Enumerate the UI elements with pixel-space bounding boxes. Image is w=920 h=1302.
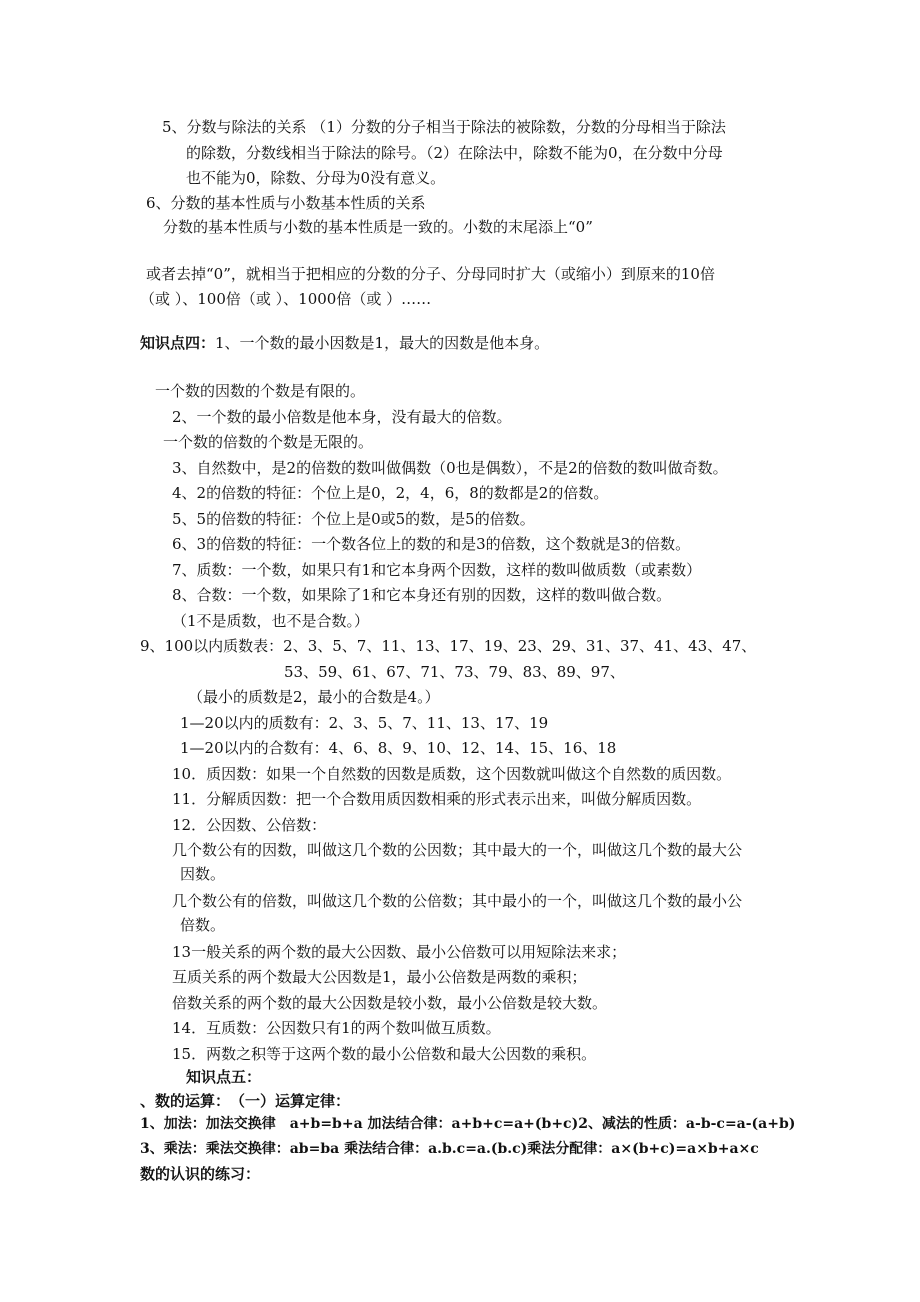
text-line: 倍数。 <box>180 916 226 934</box>
text-line: 因数。 <box>180 865 226 883</box>
section-heading: 知识点五： <box>186 1068 262 1086</box>
text-line: 5、5的倍数的特征：个位上是0或5的数，是5的倍数。 <box>172 510 535 528</box>
text-line: 或者去掉“0”，就相当于把相应的分数的分子、分母同时扩大（或缩小）到原来的10倍 <box>146 265 715 283</box>
text-line: 5、分数与除法的关系 （1）分数的分子相当于除法的被除数，分数的分母相当于除法 <box>162 118 726 136</box>
formula-line: 1、加法：加法交换律 a+b=b+a 加法结合律：a+b+c=a+(b+c)2、减法的性质：a-b-c=a-(a+b) <box>140 1116 796 1132</box>
text-line: （最小的质数是2，最小的合数是4。） <box>188 688 440 706</box>
text-line: 14．互质数：公因数只有1的两个数叫做互质数。 <box>172 1019 501 1037</box>
text-line: 分数的基本性质与小数的基本性质是一致的。小数的末尾添上“0” <box>163 218 593 236</box>
text-line: 互质关系的两个数最大公因数是1，最小公倍数是两数的乘积； <box>172 968 587 986</box>
text-line: 1—20以内的合数有：4、6、8、9、10、12、14、15、16、18 <box>180 739 617 757</box>
text-line: 6、分数的基本性质与小数基本性质的关系 <box>146 194 426 212</box>
text-line: 也不能为0，除数、分母为0没有意义。 <box>186 169 446 187</box>
text-line: 1—20以内的质数有：2、3、5、7、11、13、17、19 <box>180 714 549 732</box>
formula-line: 3、乘法：乘法交换律：ab=ba 乘法结合律：a.b.c=a.(b.c)乘法分配律：a×(b+c)=a×b+a×c <box>140 1141 759 1157</box>
text-line: 倍数关系的两个数的最大公因数是较小数，最小公倍数是较大数。 <box>172 994 608 1012</box>
text-line: 10．质因数：如果一个自然数的因数是质数，这个因数就叫做这个自然数的质因数。 <box>172 765 732 783</box>
text-line: 13一般关系的两个数的最大公因数、最小公倍数可以用短除法来求； <box>172 943 627 961</box>
text-line: 12．公因数、公倍数： <box>172 816 327 834</box>
text-line: 8、合数：一个数，如果除了1和它本身还有别的因数，这样的数叫做合数。 <box>172 586 672 604</box>
text-line: 4、2的倍数的特征：个位上是0，2，4，6，8的数都是2的倍数。 <box>172 484 609 502</box>
text-line: 几个数公有的因数，叫做这几个数的公因数；其中最大的一个，叫做这几个数的最大公 <box>172 841 743 859</box>
text-line: 2、一个数的最小倍数是他本身，没有最大的倍数。 <box>172 408 512 426</box>
text-line: 一个数的因数的个数是有限的。 <box>155 382 366 400</box>
text-line: 1、一个数的最小因数是1，最大的因数是他本身。 <box>215 334 550 352</box>
text-line: （或 ）、100倍（或 ）、1000倍（或 ）…… <box>140 290 432 308</box>
section-heading: 数的认识的练习： <box>140 1165 261 1183</box>
section-heading: 知识点四： <box>140 334 216 352</box>
text-line: 几个数公有的倍数，叫做这几个数的公倍数；其中最小的一个，叫做这几个数的最小公 <box>172 892 743 910</box>
text-line: 3、自然数中，是2的倍数的数叫做偶数（0也是偶数），不是2的倍数的数叫做奇数。 <box>172 459 728 477</box>
text-line: 6、3的倍数的特征：一个数各位上的数的和是3的倍数，这个数就是3的倍数。 <box>172 535 691 553</box>
text-line: 的除数，分数线相当于除法的除号。（2）在除法中，除数不能为0，在分数中分母 <box>186 144 723 162</box>
text-line: 53、59、61、67、71、73、79、83、89、97、 <box>284 663 625 681</box>
section-line <box>140 333 549 353</box>
text-line: （1不是质数，也不是合数。） <box>172 612 370 630</box>
text-line: 15．两数之积等于这两个数的最小公倍数和最大公因数的乘积。 <box>172 1045 597 1063</box>
text-line: 7、质数：一个数，如果只有1和它本身两个因数，这样的数叫做质数（或素数） <box>172 561 702 579</box>
text-line: 一个数的倍数的个数是无限的。 <box>163 433 374 451</box>
text-line: 11．分解质因数：把一个合数用质因数相乘的形式表示出来，叫做分解质因数。 <box>172 790 702 808</box>
section-heading: 、数的运算： （一）运算定律： <box>140 1092 351 1110</box>
text-line: 9、100以内质数表：2、3、5、7、11、13、17、19、23、29、31、37、41、43、47、 <box>140 637 757 655</box>
